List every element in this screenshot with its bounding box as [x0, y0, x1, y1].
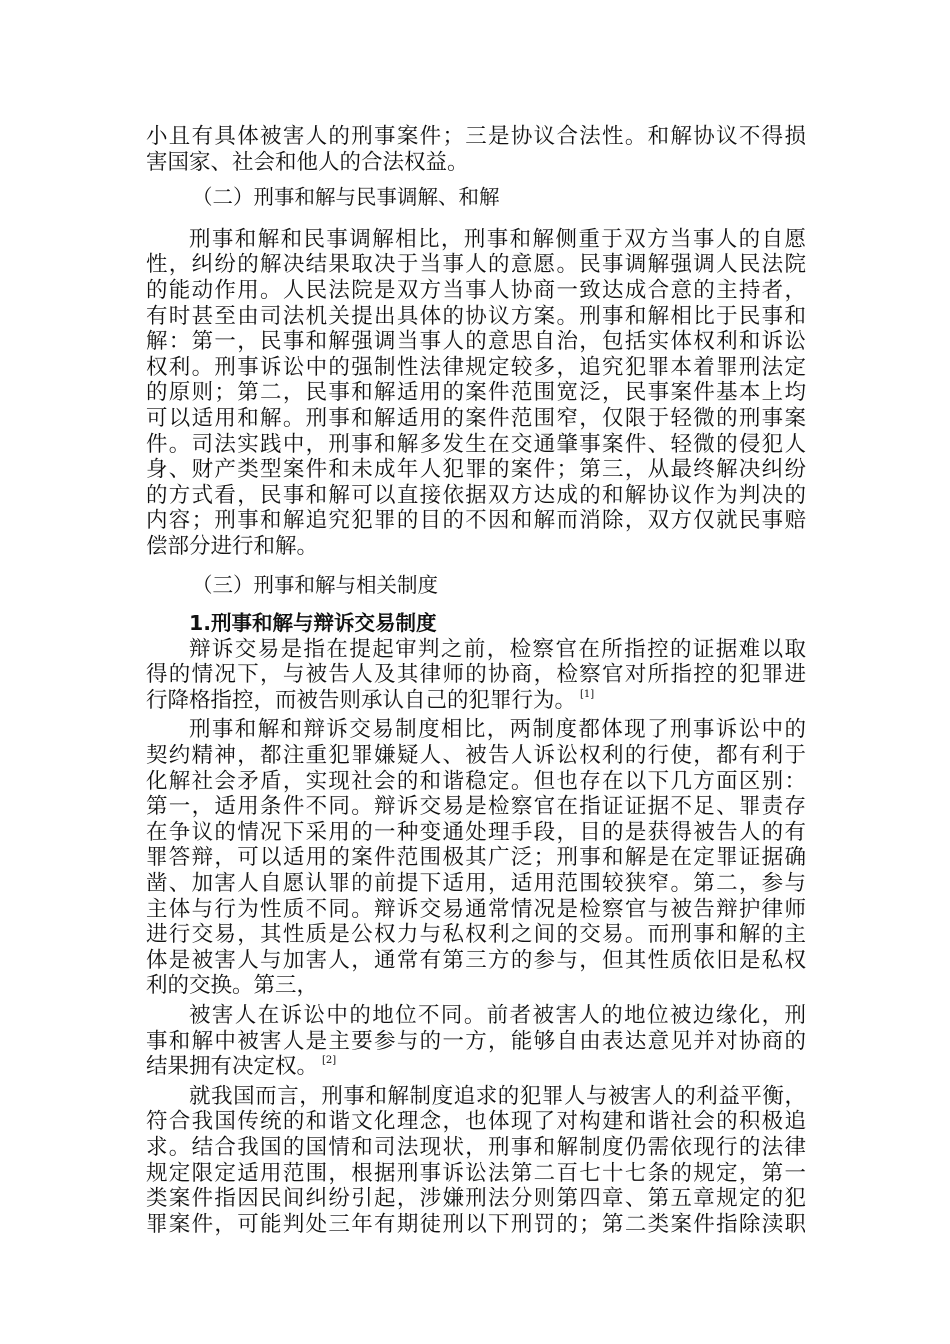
paragraph-line: 罪案件，可能判处三年有期徒刑以下刑罚的；第二类案件指除渎职 [146, 1211, 806, 1237]
paragraph-line: 得的情况下，与被告人及其律师的协商，检察官对所指控的犯罪进 [146, 662, 806, 688]
paragraph-line: 利的交换。第三， [146, 973, 319, 999]
paragraph-line: 件。司法实践中，刑事和解多发生在交通肇事案件、轻微的侵犯人 [146, 431, 806, 457]
document-page [146, 124, 806, 1237]
paragraph-line: 求。结合我国的国情和司法现状，刑事和解制度仍需依现行的法律 [146, 1134, 806, 1160]
paragraph-line: 罪答辩，可以适用的案件范围极其广泛；刑事和解是在定罪证据确 [146, 845, 806, 871]
footnote-ref: [2] [322, 1055, 337, 1067]
paragraph-line: 在争议的情况下采用的一种变通处理手段，目的是获得被告人的有 [146, 819, 806, 845]
paragraph-line: 的方式看，民事和解可以直接依据双方达成的和解协议作为判决的 [146, 482, 806, 508]
paragraph-line: 小且有具体被害人的刑事案件；三是协议合法性。和解协议不得损 [146, 124, 806, 149]
paragraph-line: 契约精神，都注重犯罪嫌疑人、被告人诉讼权利的行使，都有利于 [146, 743, 806, 769]
paragraph-line: 符合我国传统的和谐文化理念，也体现了对构建和谐社会的积极追 [146, 1109, 806, 1135]
paragraph-line: 规定限定适用范围，根据刑事诉讼法第二百七十七条的规定，第一 [146, 1160, 806, 1186]
paragraph-line: 的能动作用。人民法院是双方当事人协商一致达成合意的主持者， [146, 277, 806, 303]
paragraph-line: 辩诉交易是指在提起审判之前，检察官在所指控的证据难以取 [189, 636, 806, 662]
paragraph-line: 可以适用和解。刑事和解适用的案件范围窄，仅限于轻微的刑事案 [146, 405, 806, 431]
paragraph-line: 权利。刑事诉讼中的强制性法律规定较多，追究犯罪本着罪刑法定 [146, 354, 806, 380]
paragraph-line: 类案件指因民间纠纷引起，涉嫌刑法分则第四章、第五章规定的犯 [146, 1186, 806, 1212]
paragraph-line: 事和解中被害人是主要参与的一方，能够自由表达意见并对协商的 [146, 1028, 806, 1054]
paragraph-line: 刑事和解和民事调解相比，刑事和解侧重于双方当事人的自愿 [189, 226, 806, 252]
section-heading: （三）刑事和解与相关制度 [192, 572, 438, 597]
paragraph-line: 的原则；第二，民事和解适用的案件范围宽泛，民事案件基本上均 [146, 380, 806, 406]
subsection-heading: 1.刑事和解与辩诉交易制度 [189, 611, 437, 636]
paragraph-line [146, 688, 806, 714]
paragraph-line: 主体与行为性质不同。辩诉交易通常情况是检察官与被告辩护律师 [146, 896, 806, 922]
paragraph-line: 就我国而言，刑事和解制度追求的犯罪人与被害人的利益平衡， [189, 1083, 806, 1109]
paragraph-line: 被害人在诉讼中的地位不同。前者被害人的地位被边缘化，刑 [189, 1003, 806, 1028]
paragraph-line: 进行交易，其性质是公权力与私权利之间的交易。而刑事和解的主 [146, 922, 806, 948]
footnote-ref: [1] [580, 688, 595, 700]
paragraph-line: 凿、加害人自愿认罪的前提下适用，适用范围较狭窄。第二，参与 [146, 871, 806, 897]
paragraph-text: 结果拥有决定权。 [146, 1054, 319, 1080]
paragraph-line: 化解社会矛盾，实现社会的和谐稳定。但也存在以下几方面区别： [146, 768, 806, 794]
paragraph-text: 行降格指控，而被告则承认自己的犯罪行为。 [146, 687, 577, 713]
paragraph-line: 身、财产类型案件和未成年人犯罪的案件；第三，从最终解决纠纷 [146, 457, 806, 483]
paragraph-line: 性，纠纷的解决结果取决于当事人的意愿。民事调解强调人民法院 [146, 252, 806, 278]
paragraph-line: 刑事和解和辩诉交易制度相比，两制度都体现了刑事诉讼中的 [189, 717, 806, 743]
paragraph-line: 偿部分进行和解。 [146, 533, 319, 559]
paragraph-line: 体是被害人与加害人，通常有第三方的参与，但其性质依旧是私权 [146, 947, 806, 973]
paragraph-line: 害国家、社会和他人的合法权益。 [146, 149, 469, 175]
paragraph-line [146, 1054, 806, 1080]
paragraph-line: 有时甚至由司法机关提出具体的协议方案。刑事和解相比于民事和 [146, 303, 806, 329]
section-heading: （二）刑事和解与民事调解、和解 [192, 185, 500, 210]
paragraph-line: 解：第一，民事和解强调当事人的意思自治，包括实体权利和诉讼 [146, 329, 806, 355]
paragraph-line: 第一，适用条件不同。辩诉交易是检察官在指证证据不足、罪责存 [146, 794, 806, 820]
paragraph-line: 内容；刑事和解追究犯罪的目的不因和解而消除，双方仅就民事赔 [146, 508, 806, 534]
